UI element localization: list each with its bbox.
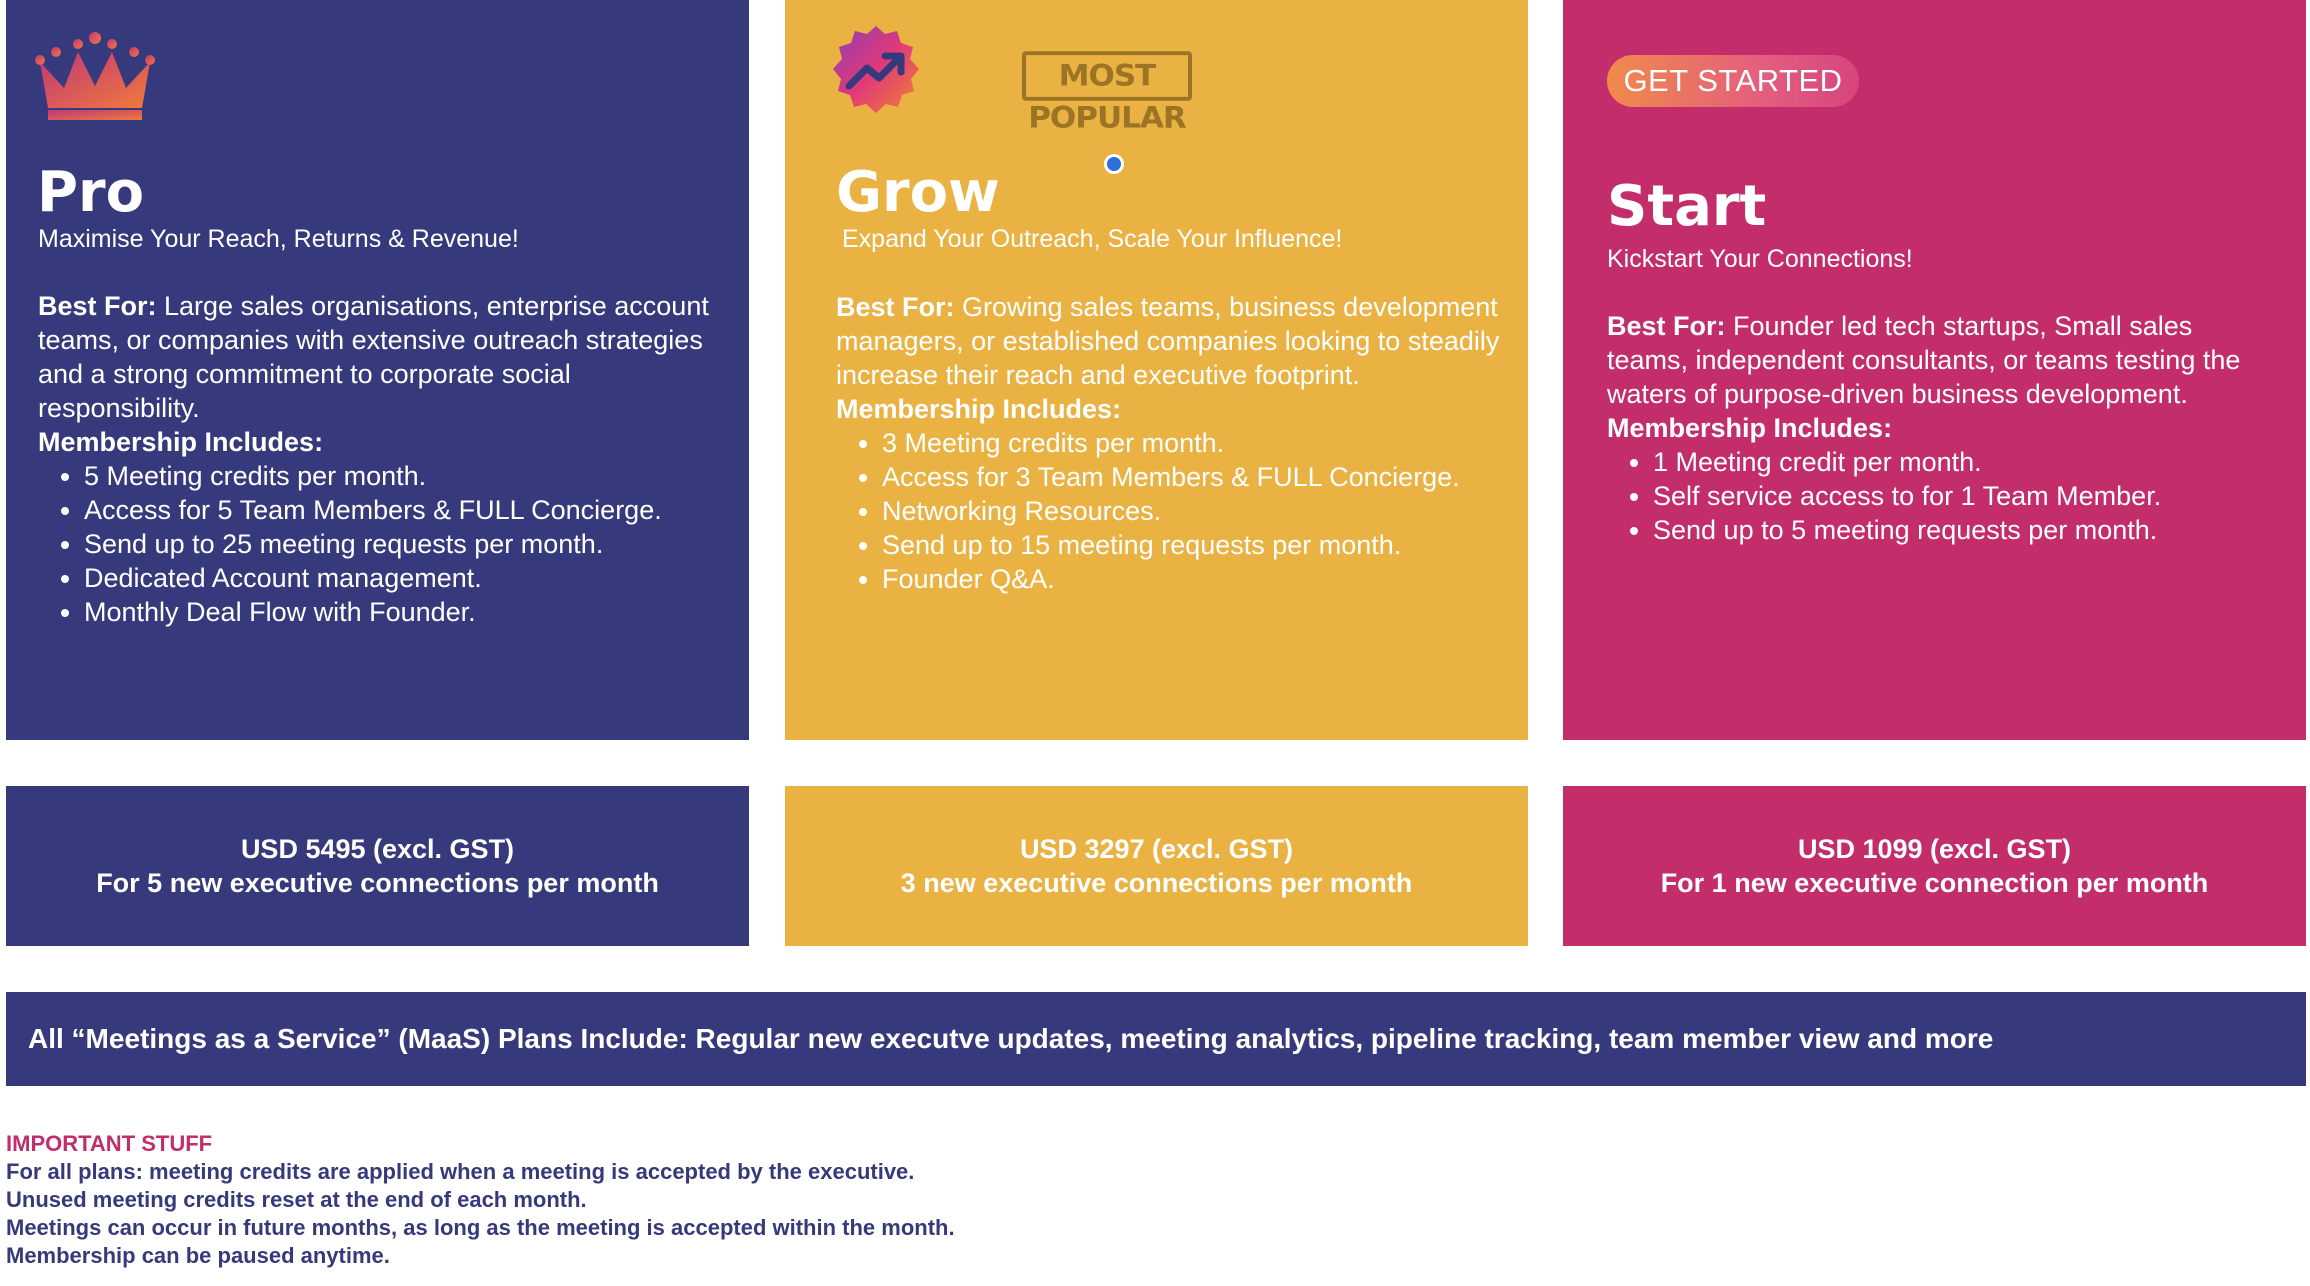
includes-list: [38, 459, 728, 629]
list-item: • Dedicated Account management.: [84, 561, 728, 595]
plan-card-start: [1563, 0, 2306, 740]
plan-title: Pro: [37, 160, 145, 225]
important-line: Membership can be paused anytime.: [6, 1243, 390, 1268]
plan-subtitle: Expand Your Outreach, Scale Your Influence!: [842, 225, 1343, 253]
list-item: • Access for 5 Team Members & FULL Concierge.: [84, 493, 728, 527]
plan-card-grow: [785, 0, 1528, 740]
plan-title: Start: [1607, 174, 1767, 239]
best-for-text: Growing sales teams, business development managers, or established companies looking to steadily increase their reach and executive footprint.: [836, 292, 1500, 390]
best-for-label: Best For:: [1607, 311, 1726, 341]
indicator-dot: [1104, 154, 1124, 174]
plan-title: Grow: [836, 160, 1000, 225]
price-amount: USD 5495 (excl. GST): [240, 834, 515, 864]
plan-details: [836, 290, 1508, 596]
includes-label: Membership Includes:: [38, 427, 324, 457]
best-for: [1607, 309, 2267, 411]
list-item: • Send up to 25 meeting requests per month.: [84, 527, 728, 561]
important-line: For all plans: meeting credits are applied when a meeting is accepted by the executive.: [6, 1159, 915, 1184]
best-for: [836, 290, 1508, 392]
get-started-button[interactable]: GET STARTED: [1607, 55, 1859, 107]
list-item: • 5 Meeting credits per month.: [84, 459, 728, 493]
list-item: • 1 Meeting credit per month.: [1653, 445, 2267, 479]
price-note: For 5 new executive connections per month: [96, 868, 659, 898]
all-plans-banner: All “Meetings as a Service” (MaaS) Plans Include: Regular new executve updates, meeting analytics, pipeline tracking, team member view and more: [6, 992, 2306, 1086]
important-line: Unused meeting credits reset at the end of each month.: [6, 1187, 587, 1212]
list-item: • Send up to 15 meeting requests per month.: [882, 528, 1508, 562]
plan-subtitle: Maximise Your Reach, Returns & Revenue!: [38, 225, 519, 253]
plan-details: [1607, 309, 2267, 547]
list-item: • Networking Resources.: [882, 494, 1508, 528]
best-for: [38, 289, 728, 425]
plan-card-pro: [6, 0, 749, 740]
best-for-text: Founder led tech startups, Small sales teams, independent consultants, or teams testing the waters of purpose-driven business development.: [1607, 311, 2241, 409]
includes-label: Membership Includes:: [1607, 413, 1893, 443]
list-item: • Founder Q&A.: [882, 562, 1508, 596]
price-note: 3 new executive connections per month: [900, 868, 1413, 898]
price-box-pro: [6, 786, 749, 946]
best-for-label: Best For:: [836, 292, 955, 322]
price-box-grow: [785, 786, 1528, 946]
list-item: • Self service access to for 1 Team Member.: [1653, 479, 2267, 513]
important-heading: IMPORTANT STUFF: [6, 1131, 213, 1156]
list-item: • Send up to 5 meeting requests per month.: [1653, 513, 2267, 547]
includes-list: [836, 426, 1508, 596]
price-note: For 1 new executive connection per month: [1660, 868, 2209, 898]
price-box-start: [1563, 786, 2306, 946]
includes-list: [1607, 445, 2267, 547]
most-popular-stamp: MOST POPULAR: [1022, 51, 1192, 100]
plan-subtitle: Kickstart Your Connections!: [1607, 245, 1913, 273]
list-item: • Monthly Deal Flow with Founder.: [84, 595, 728, 629]
plan-details: [38, 289, 728, 629]
best-for-label: Best For:: [38, 291, 157, 321]
price-amount: USD 1099 (excl. GST): [1797, 834, 2072, 864]
important-notes: [6, 1130, 955, 1270]
includes-label: Membership Includes:: [836, 394, 1122, 424]
best-for-text: Large sales organisations, enterprise account teams, or companies with extensive outreach strategies and a strong commitment to corporate social responsibility.: [38, 291, 709, 423]
price-amount: USD 3297 (excl. GST): [1019, 834, 1294, 864]
growth-badge-icon: [829, 24, 923, 118]
list-item: • Access for 3 Team Members & FULL Concierge.: [882, 460, 1508, 494]
crown-icon: [30, 30, 160, 120]
important-line: Meetings can occur in future months, as long as the meeting is accepted within the month.: [6, 1215, 955, 1240]
list-item: • 3 Meeting credits per month.: [882, 426, 1508, 460]
